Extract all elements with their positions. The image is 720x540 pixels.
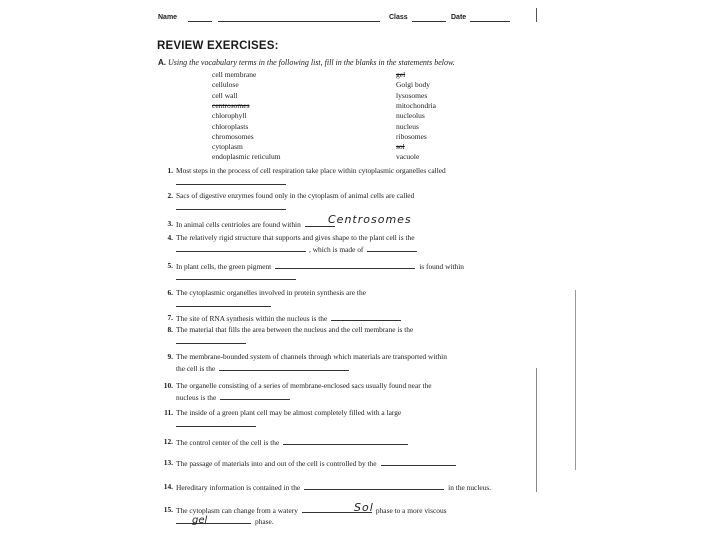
answer-blank[interactable] bbox=[331, 313, 401, 321]
question-number: 2. bbox=[167, 191, 173, 200]
question-number: 7. bbox=[167, 313, 173, 322]
vocab-term: Golgi body bbox=[396, 80, 430, 90]
vocab-term: chlorophyll bbox=[212, 111, 247, 121]
instruction-text: Using the vocabulary terms in the following list, fill in the blanks in the statements below. bbox=[168, 58, 455, 67]
handwriting-q3: Centrosomes bbox=[328, 213, 412, 226]
question-item bbox=[155, 261, 513, 285]
question-item bbox=[155, 408, 513, 432]
vocab-term: endoplasmic reticulum bbox=[212, 152, 281, 162]
question-number: 15. bbox=[163, 505, 173, 514]
question-number: 13. bbox=[163, 458, 173, 467]
question-number: 10. bbox=[163, 381, 173, 390]
answer-blank[interactable] bbox=[176, 516, 251, 524]
question-item bbox=[155, 458, 513, 482]
question-text: The membrane-bounded system of channels through which materials are transported within bbox=[176, 352, 447, 361]
vocab-term: cytoplasm bbox=[212, 142, 243, 152]
question-text: The site of RNA synthesis within the nucleus is the bbox=[176, 314, 328, 323]
question-text-line2: phase. bbox=[255, 517, 274, 526]
question-text: Sacs of digestive enzymes found only in the cytoplasm of animal cells are called bbox=[176, 191, 415, 200]
question-text: The control center of the cell is the bbox=[176, 438, 280, 447]
vocab-term: centrosomes bbox=[212, 100, 250, 110]
question-item bbox=[155, 166, 513, 190]
question-text-continued: phase to a more viscous bbox=[375, 506, 447, 515]
answer-blank[interactable] bbox=[176, 244, 306, 252]
question-item bbox=[155, 288, 513, 312]
question-number: 8. bbox=[167, 325, 173, 334]
instruction bbox=[158, 58, 455, 67]
handwriting-q15-sol: Sol bbox=[354, 501, 374, 514]
question-number: 14. bbox=[163, 482, 173, 491]
question-item bbox=[155, 352, 513, 376]
vocab-term: nucleus bbox=[396, 121, 419, 131]
answer-blank[interactable] bbox=[275, 261, 415, 269]
vocab-term: lysosomes bbox=[396, 90, 428, 100]
answer-blank[interactable] bbox=[283, 437, 408, 445]
class-field[interactable] bbox=[412, 21, 446, 22]
vocab-term: nucleolus bbox=[396, 111, 425, 121]
handwriting-q15-gel: gel bbox=[192, 515, 208, 526]
question-text-continued: in the nucleus. bbox=[448, 483, 492, 492]
question-number: 5. bbox=[167, 261, 173, 270]
scan-mark bbox=[536, 368, 537, 492]
question-item bbox=[155, 482, 513, 506]
question-text: The cytoplasmic organelles involved in protein synthesis are the bbox=[176, 288, 366, 297]
vocab-term: chromosomes bbox=[212, 131, 254, 141]
question-text-continued: is found within bbox=[419, 262, 464, 271]
answer-blank[interactable] bbox=[304, 482, 444, 490]
question-item bbox=[155, 233, 513, 257]
name-field[interactable] bbox=[218, 21, 380, 22]
date-field[interactable] bbox=[470, 21, 510, 22]
question-text: Hereditary information is contained in the bbox=[176, 483, 301, 492]
date-label: Date bbox=[451, 14, 467, 21]
question-text: In plant cells, the green pigment bbox=[176, 262, 272, 271]
vocab-term: vacuole bbox=[396, 152, 420, 162]
question-number: 12. bbox=[163, 437, 173, 446]
vocab-term: mitochondria bbox=[396, 100, 436, 110]
name-line-short bbox=[188, 21, 212, 22]
question-text: The material that fills the area between the nucleus and the cell membrane is the bbox=[176, 325, 414, 334]
question-item bbox=[155, 381, 513, 405]
name-label: Name bbox=[158, 14, 178, 21]
question-number: 11. bbox=[164, 408, 173, 417]
answer-blank[interactable] bbox=[176, 177, 286, 185]
answer-blank[interactable] bbox=[176, 419, 256, 427]
vocab-term: cellulose bbox=[212, 80, 239, 90]
instruction-letter: A. bbox=[158, 58, 166, 67]
question-text: The passage of materials into and out of the cell is controlled by the bbox=[176, 459, 377, 468]
question-text: The inside of a green plant cell may be almost completely filled with a large bbox=[176, 408, 402, 417]
answer-blank[interactable] bbox=[176, 202, 286, 210]
page-title: REVIEW EXERCISES: bbox=[157, 40, 279, 52]
vocab-term: sol bbox=[396, 142, 405, 152]
question-text: Most steps in the process of cell respiration take place within cytoplasmic organelles called bbox=[176, 166, 446, 175]
vocab-term: chloroplasts bbox=[212, 121, 249, 131]
vocab-term: cell membrane bbox=[212, 70, 257, 79]
answer-blank[interactable] bbox=[176, 272, 296, 280]
question-text-line2: , which is made of bbox=[309, 245, 364, 254]
scan-mark bbox=[575, 290, 576, 470]
question-item bbox=[155, 191, 513, 215]
answer-blank[interactable] bbox=[381, 458, 456, 466]
question-text: The cytoplasm can change from a watery bbox=[176, 506, 298, 515]
answer-blank[interactable] bbox=[176, 299, 271, 307]
question-text-line2: the cell is the bbox=[176, 364, 216, 373]
scan-mark bbox=[536, 8, 537, 22]
question-text-line2: nucleus is the bbox=[176, 393, 217, 402]
class-label: Class bbox=[389, 14, 408, 21]
question-number: 3. bbox=[167, 219, 173, 228]
answer-blank[interactable] bbox=[176, 336, 246, 344]
question-item bbox=[155, 325, 513, 349]
vocab-term: ribosomes bbox=[396, 131, 427, 141]
answer-blank[interactable] bbox=[367, 244, 417, 252]
question-text: The relatively rigid structure that supports and gives shape to the plant cell is the bbox=[176, 233, 415, 242]
question-item bbox=[155, 505, 513, 529]
question-number: 6. bbox=[167, 288, 173, 297]
answer-blank[interactable] bbox=[219, 363, 349, 371]
answer-blank[interactable] bbox=[220, 392, 290, 400]
question-number: 9. bbox=[167, 352, 173, 361]
question-number: 4. bbox=[167, 233, 173, 242]
question-text: The organelle consisting of a series of membrane-enclosed sacs usually found near the bbox=[176, 381, 432, 390]
vocab-term: gel bbox=[396, 70, 406, 79]
vocab-term: cell wall bbox=[212, 90, 238, 100]
question-number: 1. bbox=[167, 166, 173, 175]
question-text: In animal cells centrioles are found within bbox=[176, 220, 301, 229]
